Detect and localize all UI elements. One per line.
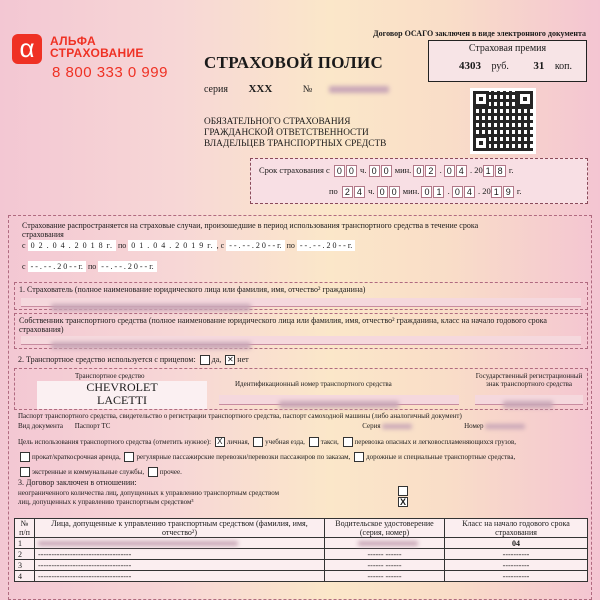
drivers-table [14,518,588,582]
premium-rub: 4303 [459,60,481,72]
term-cell: 1 [433,186,444,198]
to-label: по [87,262,97,271]
purpose-special-checkbox[interactable] [354,452,364,462]
header-cell: № п/п [15,519,35,538]
term-cell: 2 [425,165,436,177]
contract-option-unlimited: неограниченного количества лиц, допущенных к управлению транспортным средством [18,489,279,497]
row-number: 1 [15,538,35,549]
header-cell: Класс на начало годового срока страхования [445,519,588,538]
redacted-number [329,86,389,93]
purpose-option: прокат/краткосрочная аренда, [32,453,121,461]
doc-type-label: Вид документа [18,422,64,430]
owner-section [14,313,588,349]
insurance-term-box [250,158,588,204]
passport-row [18,422,578,430]
to-label: по [117,241,127,250]
number-label: № [302,84,313,95]
trailer-yes-checkbox[interactable] [200,355,210,365]
premium-title: Страховая премия [468,43,547,54]
from-label: с [22,241,26,250]
row-number: 2 [15,549,35,560]
year-prefix: 20 [482,186,491,196]
driver-name [35,538,325,549]
doc-type-value: Паспорт ТС [74,422,111,430]
purpose-option: прочее. [159,468,182,476]
term-to-label: по [329,186,338,196]
alfa-logo-icon: α [12,34,42,64]
term-cell: 0 [346,165,357,177]
purpose-section [18,435,588,480]
table-row [15,560,588,571]
purpose-option: дорожные и специальные транспортные средства, [366,453,516,461]
table-row [15,549,588,560]
table-row [15,538,588,549]
to-label: по [286,241,295,250]
hour-label: ч. [368,186,375,196]
doc-number-label: Номер [464,422,484,430]
vehicle-col-label: Транспортное средство [75,372,145,380]
row-number: 4 [15,571,35,582]
brand-name [50,35,144,59]
purpose-emergency-checkbox[interactable] [20,467,30,477]
coverage-period-1-to: 0 1 . 0 4 . 2 0 1 9 г. [128,240,216,251]
driver-name: ----------------------------------- [35,571,325,582]
header-cell: Лица, допущенные к управлению транспортным средством (фамилия, имя, отчество²) [35,519,325,538]
purpose-taxi-checkbox[interactable] [309,437,319,447]
from-label: с [220,241,225,250]
hour-label: ч. [360,165,367,175]
purpose-personal-checkbox[interactable]: X [215,437,225,447]
purpose-training-checkbox[interactable] [253,437,263,447]
minute-label: мин. [394,165,412,175]
coverage-period-row-2 [22,262,157,271]
purpose-rental-checkbox[interactable] [20,452,30,462]
coverage-period-3-to: - - . - - . 2 0 - - г. [98,261,156,272]
purpose-option: регулярные пассажирские перевозки/перевозки пассажиров по заказам, [136,453,351,461]
vehicle-model: LACETTI [97,393,147,407]
purpose-option: личная, [226,438,250,446]
plate-value [475,395,583,405]
purpose-option: такси, [320,438,339,446]
coverage-period-2-from: - - . - - . 2 0 - - г. [226,240,284,251]
purpose-label: Цель использования транспортного средства (отметить нужное): [18,438,212,446]
driver-class: ---------- [445,549,588,560]
vehicle-make: CHEVROLET [86,380,158,394]
electronic-contract-note: Договор ОСАГО заключен в виде электронного документа [373,29,586,38]
term-cell: 0 [334,165,345,177]
from-label: с [22,262,26,271]
purpose-option: учебная езда, [265,438,305,446]
law-line-2: ГРАЖДАНСКОЙ ОТВЕТСТВЕННОСТИ [204,128,369,138]
brand-name-line2: СТРАХОВАНИЕ [50,46,144,60]
trailer-yes-label: да, [211,355,222,364]
law-line-1: ОБЯЗАТЕЛЬНОГО СТРАХОВАНИЯ [204,117,351,127]
law-line-3: ВЛАДЕЛЬЦЕВ ТРАНСПОРТНЫХ СРЕДСТВ [204,139,387,149]
brand-phone: 8 800 333 0 999 [52,64,168,81]
coverage-period-2-to: - - . - - . 2 0 - - г. [297,240,355,251]
driver-license: ------ ------ [325,560,445,571]
trailer-no-checkbox[interactable]: ✕ [226,355,234,365]
driver-class: 04 [445,538,588,549]
purpose-option: экстренные и коммунальные службы, [32,468,145,476]
term-from-row: Срок страхования с 0 0 ч. 0 0 мин. 0 2 . 0 4 . 20 1 8 г. [259,165,514,177]
term-cell: 1 [483,165,494,177]
plate-label: Государственный регистрационный знак транспортного средства [475,372,583,388]
vehicle-section [14,368,588,410]
term-cell: 0 [377,186,388,198]
series-label: серия [204,84,228,95]
table-row [15,571,588,582]
insurer-section [14,282,588,310]
premium-rub-label: руб. [491,61,509,72]
vin-label: Идентификационный номер транспортного средства [235,380,392,388]
contract-listed-checkbox[interactable]: X [399,497,406,507]
doc-series-label: Серия [362,422,381,430]
premium-amount [429,60,586,72]
purpose-other-checkbox[interactable] [148,467,158,477]
brand-name-line1: АЛЬФА [50,34,96,48]
policy-law-title [204,117,386,150]
policy-series [204,83,389,95]
term-to-row: по 2 4 ч. 0 0 мин. 0 1 . 0 4 . 20 1 9 г. [329,186,522,198]
coverage-period-1-from: 0 2 . 0 4 . 2 0 1 8 г. [28,240,116,251]
passport-label: Паспорт транспортного средства, свидетельство о регистрации транспортного средства, паспорт самоходной машины (либо аналогичный документ) [18,412,462,420]
driver-name: ----------------------------------- [35,560,325,571]
driver-class: ---------- [445,560,588,571]
vin-value [219,395,459,405]
drivers-header-row [15,519,588,538]
driver-license [325,538,445,549]
term-cell: 4 [464,186,475,198]
term-from-label: Срок страхования с [259,165,330,175]
coverage-period-3-from: - - . - - . 2 0 - - г. [28,261,86,272]
driver-license: ------ ------ [325,549,445,560]
term-cell: 0 [389,186,400,198]
term-cell: 0 [444,165,455,177]
year-prefix: 20 [474,165,483,175]
premium-box [428,40,587,82]
term-cell: 0 [369,165,380,177]
qr-code-icon [470,88,536,154]
trailer-label: 2. Транспортное средство используется с прицепом: [18,355,196,364]
driver-license: ------ ------ [325,571,445,582]
series-value: ХХХ [248,83,273,95]
term-cell: 4 [354,186,365,198]
year-suffix: г. [516,186,522,196]
trailer-row [18,355,249,365]
term-cell: 0 [413,165,424,177]
row-number: 3 [15,560,35,571]
term-cell: 2 [342,186,353,198]
insurer-value [21,298,581,307]
purpose-option: перевозка опасных и легковоспламеняющихся грузов, [354,438,517,446]
term-cell: 8 [495,165,506,177]
header-cell: Водительское удостоверение (серия, номер) [325,519,445,538]
contract-option-listed: лиц, допущенных к управлению транспортным средством³ [18,498,194,506]
premium-kop-label: коп. [554,61,573,72]
term-cell: 4 [456,165,467,177]
vehicle-make-model [37,381,207,409]
premium-kop: 31 [533,60,545,72]
policy-title: СТРАХОВОЙ ПОЛИС [204,53,384,72]
term-cell: 0 [421,186,432,198]
term-cell: 9 [503,186,514,198]
owner-label: Собственник транспортного средства (полное наименование юридического лица или фамилия, имя, отчество² гражданина, класс на начало годового срока страхования) [19,316,547,334]
term-cell: 0 [452,186,463,198]
term-cell: 0 [381,165,392,177]
year-suffix: г. [508,165,514,175]
driver-class: ---------- [445,571,588,582]
purpose-dangerous-checkbox[interactable] [343,437,353,447]
trailer-no-label: нет [237,355,249,364]
coverage-period-row-1: с 0 2 . 0 4 . 2 0 1 8 г. по 0 1 . 0 4 . 2 0 1 9 г. , с - - . - - . 2 0 - - г. по - - . - - . 2 0 - - г. [22,241,587,250]
contract-label: 3. Договор заключен в отношении: [18,478,137,487]
term-cell: 1 [491,186,502,198]
insurer-label: 1. Страхователь (полное наименование юридического лица или фамилия, имя, отчество² гражданина) [19,285,366,294]
minute-label: мин. [402,186,420,196]
owner-value [21,336,581,345]
contract-unlimited-checkbox[interactable] [398,486,408,496]
driver-name: ----------------------------------- [35,549,325,560]
coverage-text: Страхование распространяется на страховые случаи, произошедшие в период использования транспортного средства в течение срока страхования [22,221,479,239]
purpose-passenger-checkbox[interactable] [124,452,134,462]
